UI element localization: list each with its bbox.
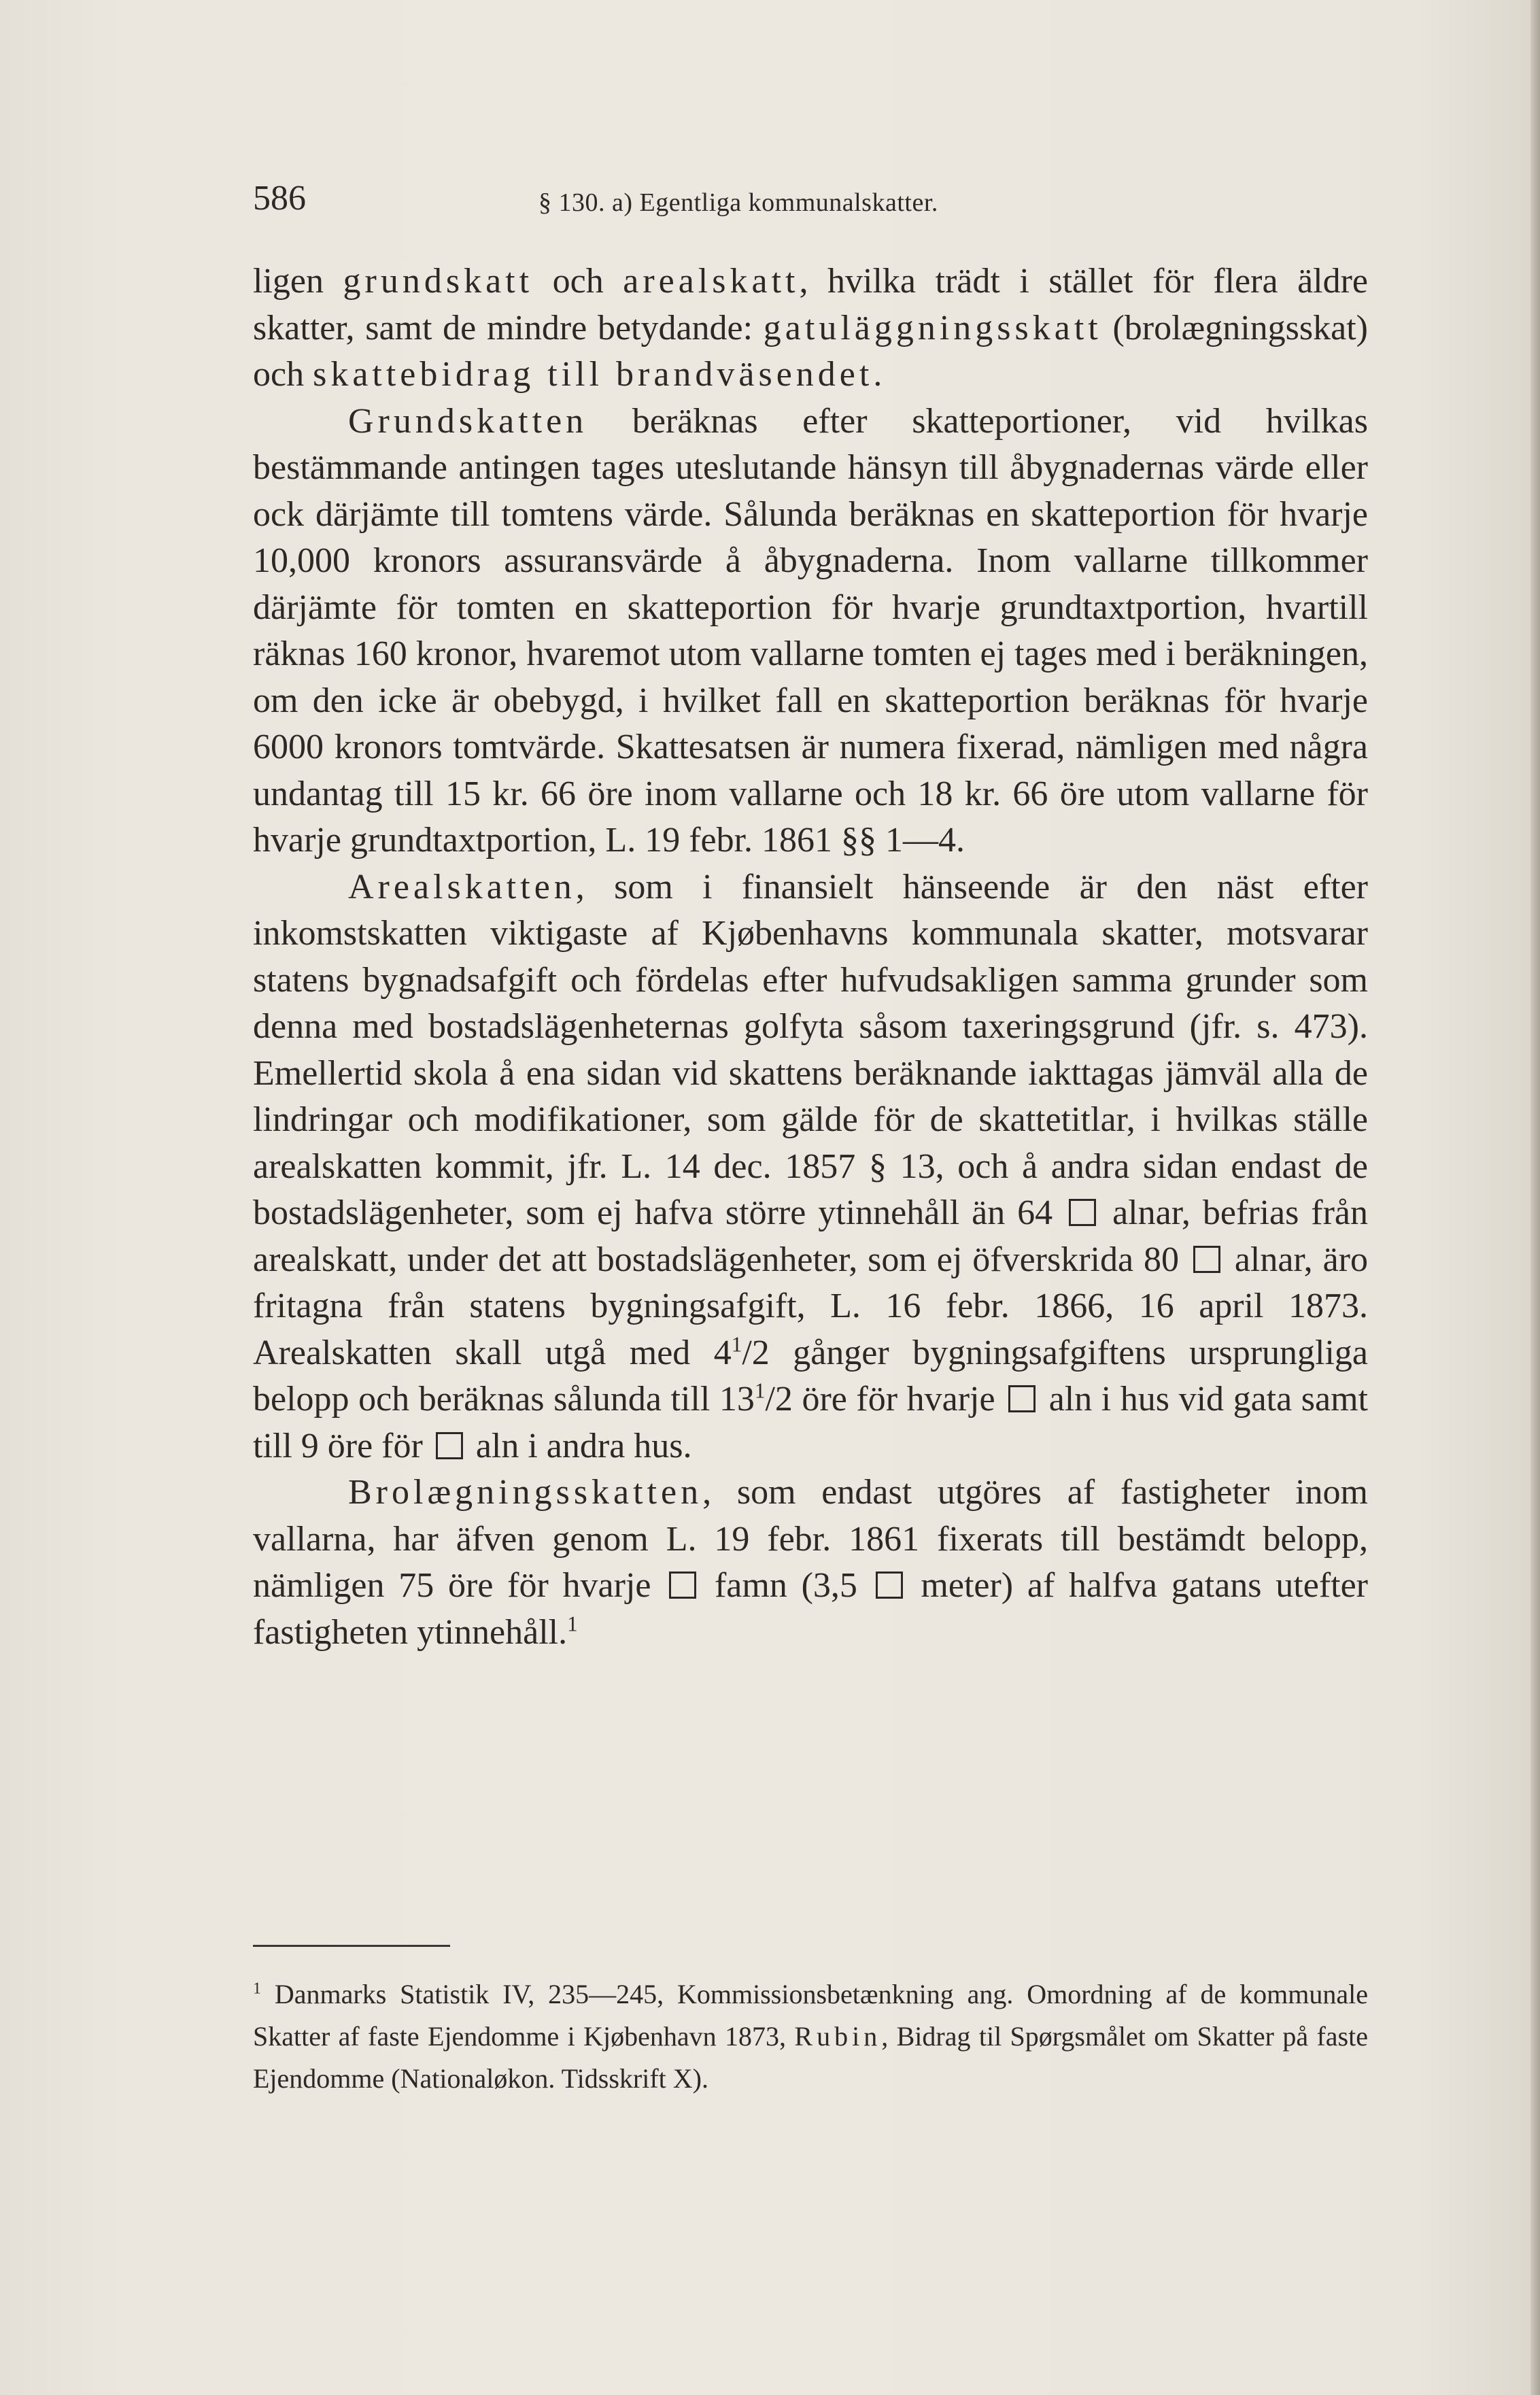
text-run: aln i andra hus. — [466, 1426, 692, 1465]
spaced-term: Arealskatten — [348, 867, 576, 906]
paragraph — [253, 258, 1368, 398]
body-text — [253, 258, 1368, 1656]
square-symbol-icon — [669, 1572, 696, 1599]
page-edge — [1530, 0, 1540, 2395]
spaced-term: Grundskatten — [348, 401, 588, 441]
text-run: ligen — [253, 262, 343, 301]
text-run: alnar, befrias från arealskatt, under det att bostadslägenheter, som ej öfverskrida 80 — [253, 1193, 1369, 1279]
text-run: (brolægningsskat) och — [253, 308, 1368, 394]
footnote-rule — [253, 1945, 450, 1947]
footnote-marker: 1 — [253, 1980, 261, 1998]
square-symbol-icon — [436, 1432, 463, 1459]
superscript: 1 — [731, 1332, 742, 1357]
paragraph — [253, 864, 1368, 1470]
text-run: , som i finansielt hänseende är den näst efter inkomstskatten viktigaste af Kjøbenhavns kommunala skatter, motsvarar statens bygnadsafgift och fördelas efter hufvudsakligen samma grunder som denna med bostadslägenheternas golfyta såsom taxeringsgrund (jfr. s. 473). Emellertid skola å ena sidan vid skattens beräknande iakttagas jämväl alla de lindringar och modifikationer, som gälde för de skattetitlar, i hvilkas ställe arealskatten kommit, jfr. L. 14 dec. 1857 § 13, och å andra sidan endast de bostadslägenheter, som ej hafva större ytinnehåll än 64 — [253, 867, 1368, 1232]
paragraph — [253, 1470, 1368, 1656]
square-symbol-icon — [876, 1572, 903, 1599]
text-run: beräknas efter skatteportioner, vid hvilkas bestämmande antingen tages uteslutande hänsyn till åbygnadernas värde eller ock därjämte till tomtens värde. Sålunda beräknas en skatteportion för hvarje 10,000 kronors assuransvärde å åbygnaderna. Inom vallarne tillkommer därjämte för tomten en skatteportion för hvarje grundtaxtportion, hvartill räknas 160 kronor, hvaremot utom vallarne tomten ej tages med i beräkningen, om den icke är obebygd, i hvilket fall en skatteportion beräknas för hvarje 6000 kronors tomtvärde. Skattesatsen är numera fixerad, nämligen med några undantag till 15 kr. 66 öre inom vallarne och 18 kr. 66 öre utom vallarne för hvarje grundtaxtportion, L. 19 febr. 1861 §§ 1—4. — [253, 401, 1368, 860]
spaced-term: gatuläggningsskatt — [763, 308, 1102, 347]
spaced-term: arealskatt — [623, 262, 800, 301]
footnote — [253, 1973, 1368, 2100]
square-symbol-icon — [1193, 1246, 1220, 1273]
superscript: 1 — [754, 1378, 766, 1403]
text-run: alnar, äro fritagna från statens bygningsafgift, L. 16 febr. 1866, 16 april 1873. Arealskatten skall utgå med 4 — [253, 1240, 1368, 1372]
page-header — [253, 178, 1368, 226]
text-run: /2 gånger bygningsafgiftens ursprungliga belopp och beräknas sålunda till 13 — [253, 1333, 1368, 1419]
text-run: . — [873, 355, 883, 394]
footnote-author: Rubin — [794, 2021, 882, 2052]
footnote-text-2: , Bidrag til Spørgsmålet om Skatter på faste Ejendomme (Nationaløkon. Tidsskrift X). — [253, 2021, 1368, 2094]
square-symbol-icon — [1008, 1385, 1036, 1412]
text-run: /2 öre för hvarje — [765, 1380, 1005, 1419]
paragraph — [253, 398, 1368, 864]
text-run: , hvilka trädt i stället för flera äldre skatter, samt de mindre betydande: — [253, 262, 1368, 347]
page-number: 586 — [253, 179, 306, 218]
text-run: famn (3,5 — [700, 1566, 872, 1605]
spaced-term: Brolægningsskatten — [348, 1473, 703, 1512]
text-run: aln i hus vid gata samt till 9 öre för — [253, 1380, 1368, 1465]
superscript: 1 — [567, 1612, 578, 1636]
text-run: meter) af halfva gatans utefter fastigheten ytinnehåll. — [253, 1566, 1368, 1652]
spaced-term: skattebidrag till brandväsendet — [313, 355, 874, 394]
footnote-text: Danmarks Statistik IV, 235—245, Kommissionsbetænkning ang. Omordning af de kommunale Skatter af faste Ejendomme i Kjøbenhavn 1873, — [253, 1979, 1369, 2052]
running-title: § 130. a) Egentliga kommunalskatter. — [538, 188, 938, 217]
text-run: , som endast utgöres af fastigheter inom vallarna, har äfven genom L. 19 febr. 1861 fixerats till bestämdt belopp, nämligen 75 öre för hvarje — [253, 1473, 1368, 1605]
square-symbol-icon — [1069, 1199, 1096, 1226]
spaced-term: grundskatt — [343, 262, 534, 301]
text-run: och — [533, 262, 623, 301]
